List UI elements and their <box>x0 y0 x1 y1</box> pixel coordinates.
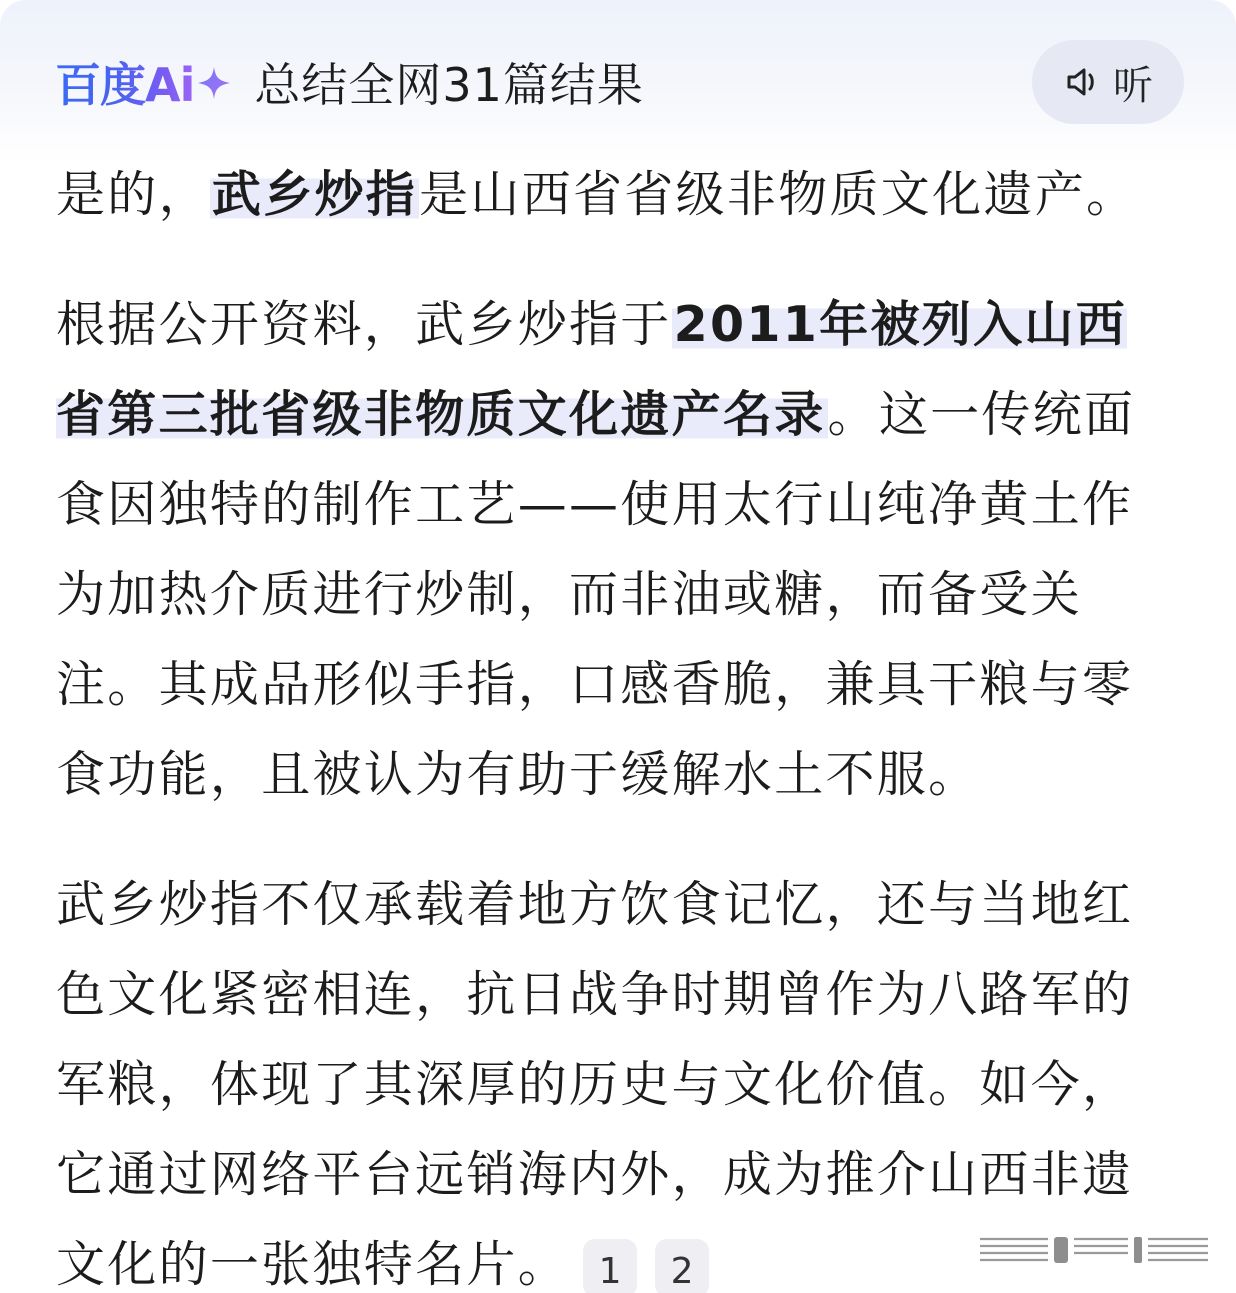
answer-body <box>56 150 1176 1293</box>
listen-button[interactable] <box>1032 40 1184 124</box>
baidu-ai-logo <box>55 40 232 124</box>
sparkle-icon <box>196 65 232 101</box>
text-run: 武乡炒指不仅承载着地方饮食记忆，还与当地红色文化紧密相连，抗日战争时期曾作为八路军的军粮，体现了其深厚的历史与文化价值。如今，它通过网络平台远销海内外，成为推介山西非遗文化的一张独特名片。 <box>56 876 1134 1293</box>
text-run: 根据公开资料，武乡炒指于 <box>56 296 672 353</box>
text-run: 是的， <box>56 166 210 223</box>
logo-text: 百度Ai <box>55 49 194 115</box>
citation-1[interactable]: 1 <box>583 1239 637 1293</box>
highlight-fact: 2011年被列入山西省第三批省级非物质文化遗产名录 <box>56 296 1127 443</box>
answer-header <box>55 40 1184 124</box>
citation-2[interactable]: 2 <box>655 1239 709 1293</box>
paragraph-1 <box>56 150 1176 240</box>
text-run: 是山西省省级非物质文化遗产。 <box>419 166 1138 223</box>
paragraph-2 <box>56 280 1176 820</box>
watermark-lines-icon <box>978 1233 1210 1267</box>
listen-label: 听 <box>1113 62 1153 109</box>
text-run: 。这一传统面食因独特的制作工艺——使用太行山纯净黄土作为加热介质进行炒制，而非油或糖，而备受关注。其成品形似手指，口感香脆，兼具干粮与零食功能，且被认为有助于缓解水土不服。 <box>56 386 1136 803</box>
speaker-icon <box>1063 62 1103 102</box>
paragraph-3 <box>56 860 1176 1293</box>
highlight-keyword: 武乡炒指 <box>211 166 418 223</box>
summary-title: 总结全网31篇结果 <box>254 58 644 112</box>
